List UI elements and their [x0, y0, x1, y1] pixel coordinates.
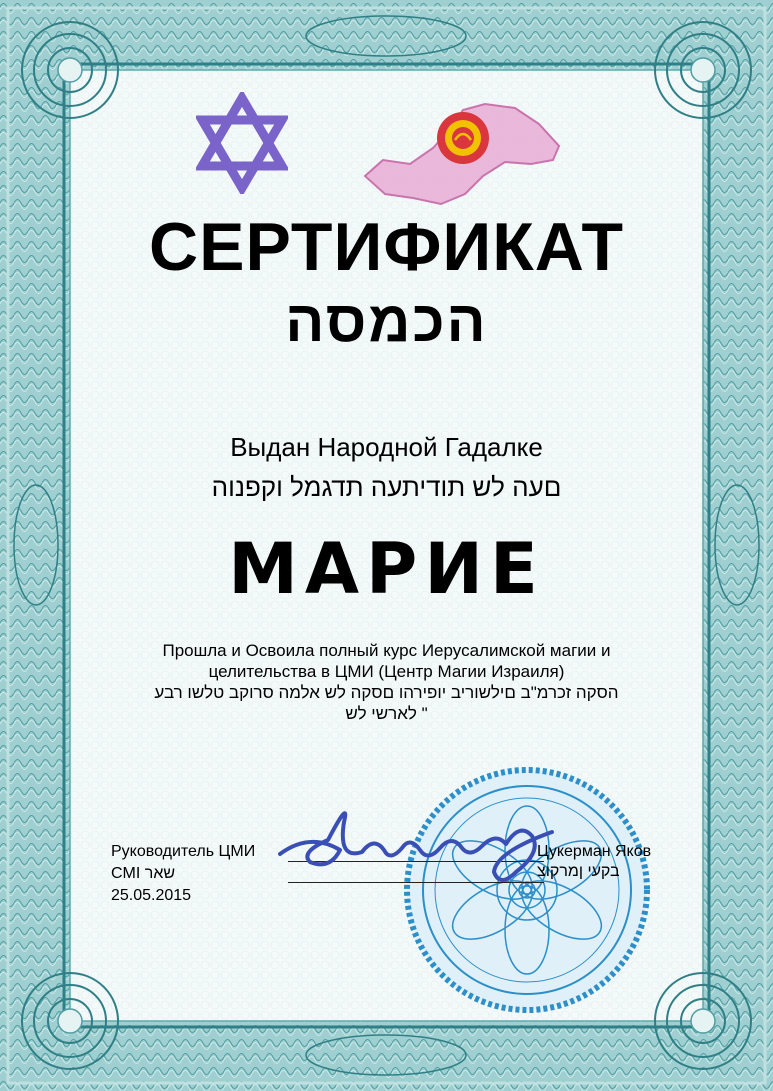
signature-scrawl [270, 792, 560, 902]
course-description-line-hebrew: הסקה זכרמ"ב םילשוריב יופירהו םסקה לש אלמה סרוקב טלשו רבע [154, 683, 619, 702]
certificate-title-hebrew: הכמסה [285, 289, 488, 354]
director-name: Цукерман Яков [537, 843, 652, 860]
certificate-title: СЕРТИФИКАТ [148, 209, 624, 285]
map-flag-icon [355, 98, 565, 210]
issued-to-line: Выдан Народной Гадалке [230, 432, 543, 462]
course-description-line-hebrew: " לארשי לש [345, 704, 428, 723]
director-label-hebrew: שאר CMI [111, 865, 176, 882]
course-description-line: Прошла и Освоила полный курс Иерусалимской магии и [162, 641, 611, 660]
director-label: Руководитель ЦМИ [111, 843, 256, 860]
certificate-date: 25.05.2015 [111, 887, 192, 904]
director-name-hebrew: בקעי ןמרקוצ [537, 863, 620, 880]
star-of-david-icon [196, 92, 288, 194]
course-description-line: целительства в ЦМИ (Центр Магии Израиля) [208, 662, 565, 681]
recipient-name: МАРИЕ [228, 528, 545, 610]
issued-to-line-hebrew: םעה לש תודיתעה תדגמל וקפנוה [211, 472, 562, 502]
